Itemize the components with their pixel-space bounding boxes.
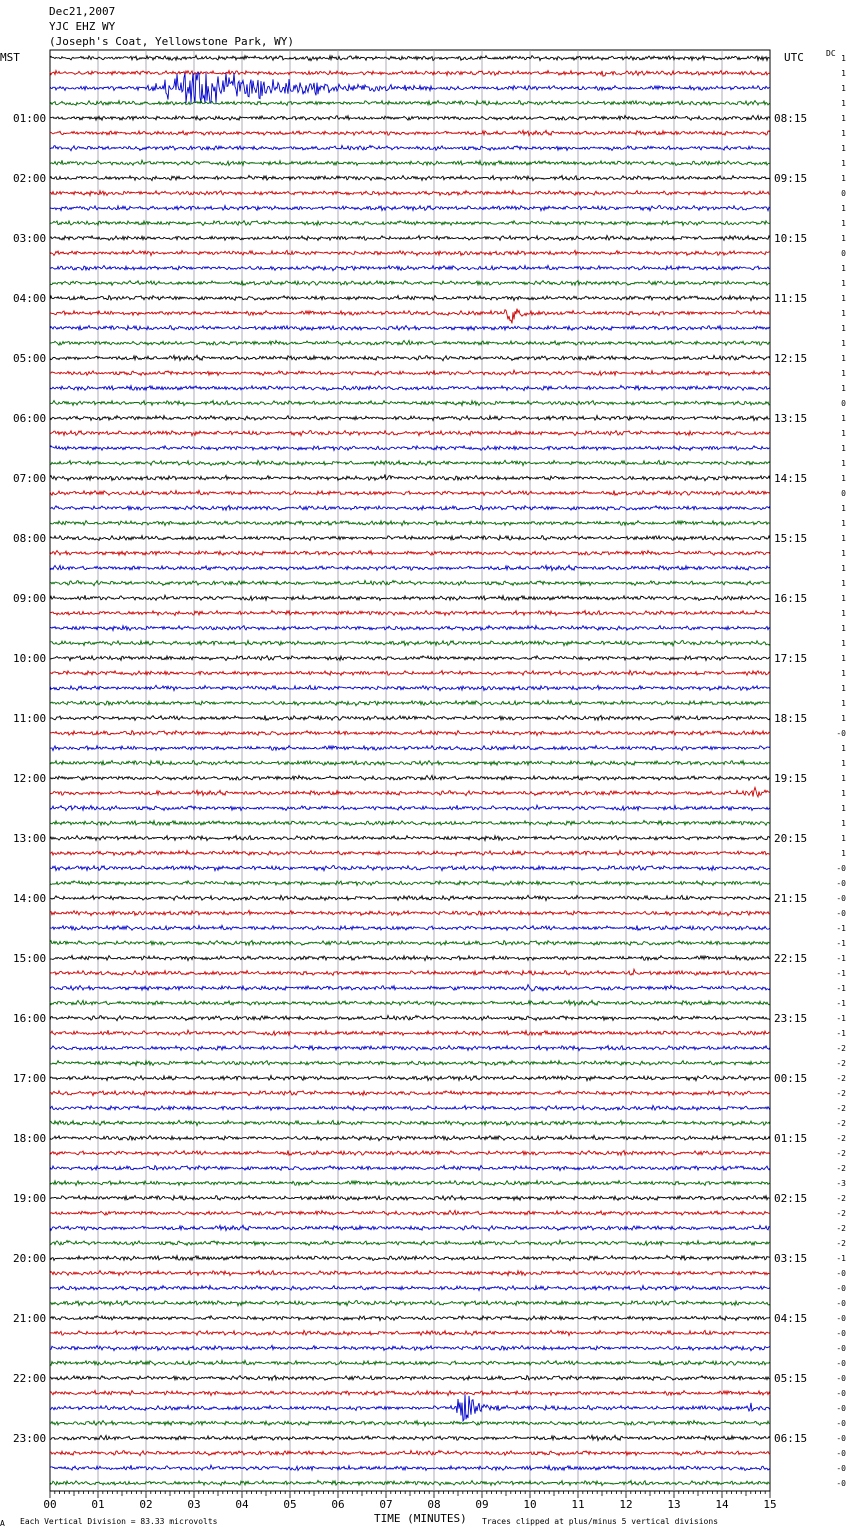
seismic-trace — [50, 1316, 770, 1321]
utc-hour-label: 16:15 — [774, 592, 808, 605]
dc-offset-value: -0 — [836, 1374, 846, 1383]
seismic-trace — [50, 925, 770, 930]
dc-offset-value: -2 — [836, 1074, 846, 1083]
dc-offset-value: 1 — [841, 474, 846, 483]
mst-hour-label: 17:00 — [13, 1072, 47, 1085]
dc-offset-value: -0 — [836, 1269, 846, 1278]
time-grid — [50, 50, 770, 1498]
seismic-trace — [50, 1045, 770, 1050]
dc-offset-value: -1 — [836, 1029, 846, 1038]
seismic-trace — [50, 581, 770, 586]
axis-labels — [0, 49, 846, 1528]
seismic-trace — [50, 1151, 770, 1156]
utc-hour-label: 22:15 — [774, 952, 808, 965]
dc-offset-value: 1 — [841, 744, 846, 753]
seismic-trace — [50, 1391, 770, 1396]
seismic-trace — [50, 1421, 770, 1426]
seismic-trace — [50, 326, 770, 331]
corner-mark: A — [0, 1519, 5, 1528]
seismic-trace — [50, 776, 770, 781]
seismic-trace — [50, 656, 770, 661]
x-tick-label: 07 — [379, 1498, 393, 1511]
mst-hour-label: 05:00 — [13, 352, 47, 365]
seismic-trace — [50, 670, 770, 675]
seismic-trace — [50, 1240, 770, 1245]
dc-offset-value: -0 — [836, 1344, 846, 1353]
seismic-trace — [50, 610, 770, 615]
seismic-trace — [50, 521, 770, 526]
dc-offset-value: 1 — [841, 294, 846, 303]
seismic-trace — [50, 731, 770, 736]
dc-offset-value: 1 — [841, 654, 846, 663]
dc-offset-value: -1 — [836, 999, 846, 1008]
dc-offset-value: 1 — [841, 69, 846, 78]
seismic-trace — [50, 941, 770, 946]
dc-offset-value: 1 — [841, 549, 846, 558]
seismic-trace — [50, 746, 770, 751]
mst-hour-label: 10:00 — [13, 652, 47, 665]
dc-offset-value: 1 — [841, 774, 846, 783]
dc-offset-value: -0 — [836, 894, 846, 903]
dc-offset-value: 1 — [841, 384, 846, 393]
mst-hour-label: 02:00 — [13, 172, 47, 185]
seismic-trace — [50, 1211, 770, 1216]
dc-offset-value: 0 — [841, 189, 846, 198]
seismic-trace — [50, 641, 770, 646]
dc-offset-value: -0 — [836, 729, 846, 738]
seismic-trace — [50, 101, 770, 106]
seismic-trace — [50, 175, 770, 180]
seismic-trace — [50, 191, 770, 196]
utc-hour-label: 08:15 — [774, 112, 808, 125]
dc-offset-value: -2 — [836, 1224, 846, 1233]
seismic-trace — [50, 206, 770, 211]
seismic-trace — [50, 73, 770, 103]
mst-hour-label: 18:00 — [13, 1132, 47, 1145]
seismic-trace — [50, 130, 770, 135]
dc-offset-value: 1 — [841, 369, 846, 378]
seismic-trace — [50, 1166, 770, 1171]
utc-hour-label: 15:15 — [774, 532, 808, 545]
seismic-trace — [50, 565, 770, 570]
seismic-trace — [50, 296, 770, 301]
dc-offset-value: -2 — [836, 1194, 846, 1203]
x-tick-label: 00 — [43, 1498, 57, 1511]
dc-offset-value: 1 — [841, 609, 846, 618]
seismic-trace — [50, 820, 770, 825]
dc-offset-value: -1 — [836, 939, 846, 948]
dc-offset-value: 0 — [841, 489, 846, 498]
dc-offset-value: 1 — [841, 114, 846, 123]
seismic-trace — [50, 281, 770, 286]
station-code: YJC EHZ WY — [49, 20, 116, 33]
dc-offset-value: -3 — [836, 1179, 846, 1188]
dc-offset-value: 1 — [841, 309, 846, 318]
seismic-trace — [50, 536, 770, 541]
seismic-trace — [50, 309, 770, 324]
dc-offset-value: 1 — [841, 504, 846, 513]
scale-note: Each Vertical Division = 83.33 microvolts — [20, 1517, 218, 1526]
dc-offset-value: -2 — [836, 1209, 846, 1218]
dc-offset-value: 1 — [841, 804, 846, 813]
dc-offset-value: -0 — [836, 879, 846, 888]
clip-note: Traces clipped at plus/minus 5 vertical divisions — [482, 1517, 719, 1526]
dc-offset-value: -1 — [836, 1254, 846, 1263]
seismic-trace — [50, 1360, 770, 1365]
dc-offset-value: -0 — [836, 1434, 846, 1443]
dc-offset-value: -0 — [836, 909, 846, 918]
seismic-trace — [50, 1091, 770, 1096]
seismic-trace — [50, 716, 770, 721]
seismic-trace — [50, 460, 770, 465]
dc-offset-value: -1 — [836, 924, 846, 933]
dc-offset-value: 1 — [841, 579, 846, 588]
x-tick-label: 10 — [523, 1498, 537, 1511]
dc-offset-value: 1 — [841, 849, 846, 858]
mst-hour-label: 09:00 — [13, 592, 47, 605]
plot-frame — [50, 50, 770, 1491]
seismic-trace — [50, 1451, 770, 1456]
dc-offset-value: 1 — [841, 684, 846, 693]
x-tick-label: 09 — [475, 1498, 489, 1511]
seismic-trace — [50, 1016, 770, 1021]
seismic-trace — [50, 881, 770, 886]
dc-offset-value: -2 — [836, 1104, 846, 1113]
utc-hour-label: 13:15 — [774, 412, 808, 425]
seismic-trace — [50, 1135, 770, 1140]
seismic-trace — [50, 1076, 770, 1081]
dc-offset-value: -0 — [836, 1464, 846, 1473]
utc-hour-label: 11:15 — [774, 292, 808, 305]
mst-hour-label: 06:00 — [13, 412, 47, 425]
seismic-trace — [50, 221, 770, 226]
dc-offset-value: -2 — [836, 1044, 846, 1053]
seismic-trace — [50, 235, 770, 240]
dc-offset-value: -0 — [836, 1389, 846, 1398]
seismic-trace — [50, 866, 770, 871]
dc-offset-value: 1 — [841, 99, 846, 108]
mst-hour-label: 22:00 — [13, 1372, 47, 1385]
seismic-trace — [50, 1225, 770, 1230]
x-tick-label: 13 — [667, 1498, 681, 1511]
station-location: (Joseph's Coat, Yellowstone Park, WY) — [49, 35, 295, 48]
seismic-trace — [50, 355, 770, 360]
utc-hour-label: 10:15 — [774, 232, 808, 245]
dc-offset-value: -0 — [836, 1419, 846, 1428]
utc-hour-label: 02:15 — [774, 1192, 808, 1205]
trace-group — [50, 55, 770, 1485]
x-tick-label: 08 — [427, 1498, 441, 1511]
seismic-trace — [50, 401, 770, 406]
x-tick-label: 03 — [187, 1498, 201, 1511]
seismic-trace — [50, 1480, 770, 1485]
seismic-trace — [50, 1271, 770, 1276]
seismic-trace — [50, 956, 770, 961]
mst-hour-label: 21:00 — [13, 1312, 47, 1325]
dc-offset-value: 1 — [841, 459, 846, 468]
utc-hour-label: 05:15 — [774, 1372, 808, 1385]
utc-hour-label: 14:15 — [774, 472, 808, 485]
dc-offset-value: -0 — [836, 1284, 846, 1293]
dc-offset-value: 1 — [841, 339, 846, 348]
seismic-trace — [50, 116, 770, 121]
mst-hour-label: 15:00 — [13, 952, 47, 965]
mst-hour-label: 23:00 — [13, 1432, 47, 1445]
dc-offset-value: 1 — [841, 624, 846, 633]
dc-offset-value: -0 — [836, 1314, 846, 1323]
utc-hour-label: 23:15 — [774, 1012, 808, 1025]
seismic-trace — [50, 1394, 770, 1421]
dc-offset-value: 1 — [841, 144, 846, 153]
seismic-trace — [50, 551, 770, 556]
mst-hour-label: 01:00 — [13, 112, 47, 125]
dc-offset-value: 1 — [841, 414, 846, 423]
seismic-trace — [50, 1345, 770, 1350]
seismic-trace — [50, 341, 770, 346]
mst-hour-label: 14:00 — [13, 892, 47, 905]
seismic-trace — [50, 1465, 770, 1470]
seismic-trace — [50, 370, 770, 375]
utc-hour-label: 01:15 — [774, 1132, 808, 1145]
utc-hour-label: 03:15 — [774, 1252, 808, 1265]
record-date: Dec21,2007 — [49, 5, 116, 18]
dc-offset-value: 0 — [841, 249, 846, 258]
seismic-trace — [50, 1181, 770, 1186]
dc-offset-value: 1 — [841, 594, 846, 603]
seismic-trace — [50, 761, 770, 766]
x-tick-label: 12 — [619, 1498, 633, 1511]
mst-hour-label: 12:00 — [13, 772, 47, 785]
seismic-trace — [50, 431, 770, 436]
utc-hour-label: 17:15 — [774, 652, 808, 665]
utc-hour-label: 09:15 — [774, 172, 808, 185]
mst-hour-label: 03:00 — [13, 232, 47, 245]
seismic-trace — [50, 805, 770, 810]
dc-offset-value: 1 — [841, 264, 846, 273]
seismic-trace — [50, 1376, 770, 1381]
dc-offset-value: 0 — [841, 399, 846, 408]
dc-offset-value: 1 — [841, 279, 846, 288]
dc-offset-value: 1 — [841, 639, 846, 648]
mst-hour-label: 11:00 — [13, 712, 47, 725]
mst-hour-label: 20:00 — [13, 1252, 47, 1265]
dc-offset-value: -2 — [836, 1164, 846, 1173]
dc-offset-value: -2 — [836, 1089, 846, 1098]
dc-offset-value: 1 — [841, 669, 846, 678]
seismic-trace — [50, 700, 770, 705]
seismic-trace — [50, 1105, 770, 1110]
seismic-trace — [50, 385, 770, 390]
mst-hour-label: 13:00 — [13, 832, 47, 845]
left-zone-label: MST — [0, 51, 20, 64]
seismic-trace — [50, 474, 770, 480]
seismic-trace — [50, 506, 770, 511]
seismic-trace — [50, 446, 770, 451]
dc-offset-value: -0 — [836, 1404, 846, 1413]
seismic-trace — [50, 1286, 770, 1291]
dc-label: DC — [826, 49, 836, 58]
seismic-trace — [50, 416, 770, 421]
seismic-trace — [50, 1196, 770, 1201]
dc-offset-value: -0 — [836, 1449, 846, 1458]
seismic-trace — [50, 1061, 770, 1066]
x-tick-label: 05 — [283, 1498, 297, 1511]
seismic-trace — [50, 265, 770, 270]
dc-offset-value: -1 — [836, 969, 846, 978]
seismic-trace — [50, 851, 770, 856]
seismic-trace — [50, 490, 770, 495]
mst-hour-label: 04:00 — [13, 292, 47, 305]
dc-offset-value: -2 — [836, 1149, 846, 1158]
x-tick-label: 01 — [91, 1498, 105, 1511]
dc-offset-value: 1 — [841, 204, 846, 213]
x-tick-label: 11 — [571, 1498, 585, 1511]
utc-hour-label: 04:15 — [774, 1312, 808, 1325]
x-tick-label: 14 — [715, 1498, 729, 1511]
dc-offset-value: -2 — [836, 1119, 846, 1128]
dc-offset-value: 1 — [841, 519, 846, 528]
dc-offset-value: 1 — [841, 444, 846, 453]
dc-offset-value: -1 — [836, 1014, 846, 1023]
seismic-trace — [50, 1255, 770, 1260]
seismic-trace — [50, 787, 770, 797]
x-axis-title: TIME (MINUTES) — [374, 1512, 467, 1525]
utc-hour-label: 19:15 — [774, 772, 808, 785]
dc-offset-value: -2 — [836, 1239, 846, 1248]
utc-hour-label: 21:15 — [774, 892, 808, 905]
dc-offset-value: 1 — [841, 789, 846, 798]
dc-offset-value: 1 — [841, 234, 846, 243]
seismic-trace — [50, 685, 770, 690]
dc-offset-value: -0 — [836, 1329, 846, 1338]
right-zone-label: UTC — [784, 51, 804, 64]
dc-offset-value: -0 — [836, 1479, 846, 1488]
seismic-trace — [50, 1000, 770, 1005]
seismic-trace — [50, 910, 770, 915]
dc-offset-value: -2 — [836, 1134, 846, 1143]
utc-hour-label: 12:15 — [774, 352, 808, 365]
dc-offset-value: 1 — [841, 54, 846, 63]
dc-offset-value: 1 — [841, 429, 846, 438]
x-tick-label: 04 — [235, 1498, 249, 1511]
dc-offset-value: 1 — [841, 819, 846, 828]
x-tick-label: 06 — [331, 1498, 345, 1511]
seismic-trace — [50, 595, 770, 600]
seismic-trace — [50, 250, 770, 255]
utc-hour-label: 00:15 — [774, 1072, 808, 1085]
mst-hour-label: 08:00 — [13, 532, 47, 545]
dc-offset-value: 1 — [841, 129, 846, 138]
dc-offset-value: -1 — [836, 984, 846, 993]
mst-hour-label: 07:00 — [13, 472, 47, 485]
dc-offset-value: 1 — [841, 564, 846, 573]
x-tick-label: 02 — [139, 1498, 153, 1511]
seismic-trace — [50, 1030, 770, 1035]
dc-offset-value: 1 — [841, 834, 846, 843]
seismic-trace — [50, 1435, 770, 1440]
seismic-trace — [50, 969, 770, 975]
dc-offset-value: 1 — [841, 324, 846, 333]
seismic-trace — [50, 160, 770, 165]
seismic-trace — [50, 71, 770, 77]
utc-hour-label: 20:15 — [774, 832, 808, 845]
dc-offset-value: 1 — [841, 219, 846, 228]
dc-offset-value: -1 — [836, 954, 846, 963]
dc-offset-value: 1 — [841, 534, 846, 543]
seismic-trace — [50, 626, 770, 631]
mst-hour-label: 19:00 — [13, 1192, 47, 1205]
seismic-trace — [50, 55, 770, 60]
dc-offset-value: -0 — [836, 1299, 846, 1308]
dc-offset-value: -0 — [836, 864, 846, 873]
mst-hour-label: 16:00 — [13, 1012, 47, 1025]
dc-offset-value: 1 — [841, 699, 846, 708]
dc-offset-value: -2 — [836, 1059, 846, 1068]
dc-offset-value: 1 — [841, 174, 846, 183]
dc-offset-value: -0 — [836, 1359, 846, 1368]
x-tick-label: 15 — [763, 1498, 777, 1511]
seismic-trace — [50, 1330, 770, 1335]
seismic-trace — [50, 1301, 770, 1306]
dc-offset-value: 1 — [841, 759, 846, 768]
dc-offset-value: 1 — [841, 714, 846, 723]
utc-hour-label: 18:15 — [774, 712, 808, 725]
seismic-trace — [50, 146, 770, 151]
seismic-trace — [50, 1120, 770, 1125]
seismic-trace — [50, 985, 770, 992]
dc-offset-value: 1 — [841, 354, 846, 363]
dc-offset-value: 1 — [841, 159, 846, 168]
utc-hour-label: 06:15 — [774, 1432, 808, 1445]
seismic-trace — [50, 836, 770, 841]
seismic-trace — [50, 895, 770, 900]
dc-offset-value: 1 — [841, 84, 846, 93]
